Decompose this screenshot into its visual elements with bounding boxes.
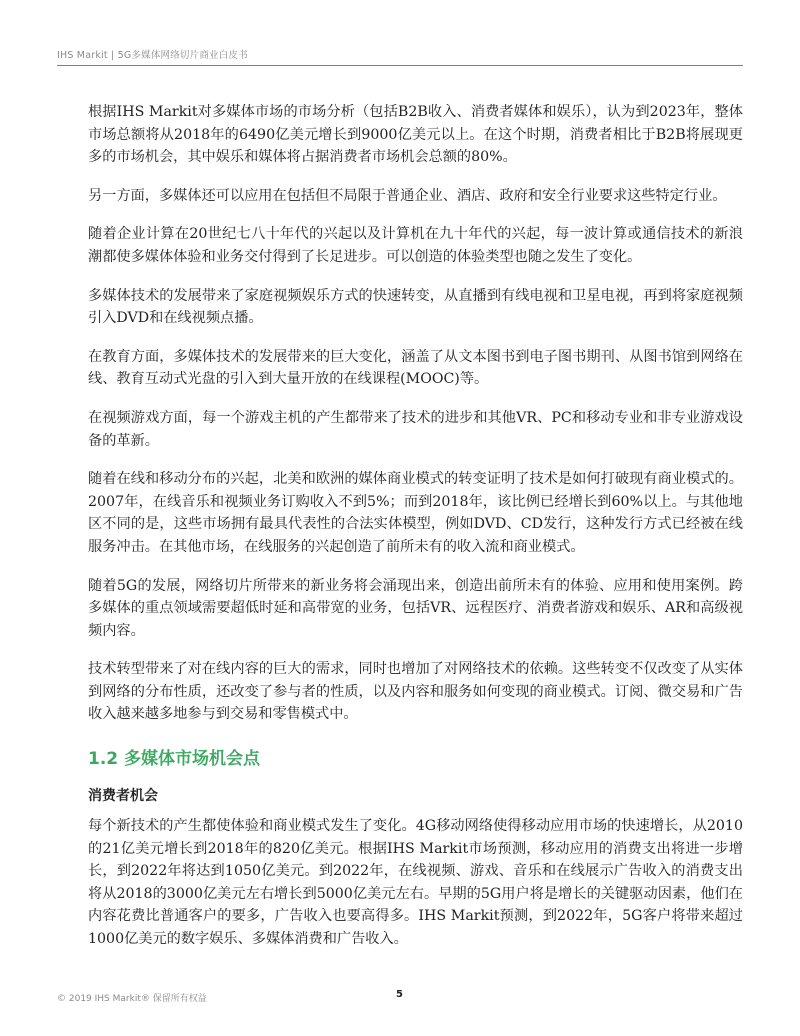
paragraph-3: 随着企业计算在20世纪七八十年代的兴起以及计算机在九十年代的兴起，每一波计算或通信技术的新浪潮都使多媒体体验和业务交付得到了长足进步。可以创造的体验类型也随之发生了变化。	[88, 226, 743, 265]
footer-copyright: © 2019 IHS Markit® 保留所有权益	[57, 994, 207, 1004]
paragraph-2: 另一方面，多媒体还可以应用在包括但不局限于普通企业、酒店、政府和安全行业要求这些特定行业。	[88, 187, 727, 204]
page-content	[88, 101, 743, 967]
paragraph-1: 根据IHS Markit对多媒体市场的市场分析（包括B2B收入、消费者媒体和娱乐），认为到2023年，整体市场总额将从2018年的6490亿美元增长到9000亿美元以上。在这个时期，消费者相比于B2B将展现更多的市场机会，其中娱乐和媒体将占据消费者市场机会总额的80%。	[88, 104, 743, 166]
paragraph-8: 随着5G的发展，网络切片所带来的新业务将会涌现出来，创造出前所未有的体验、应用和使用案例。跨多媒体的重点领域需要超低时延和高带宽的业务，包括VR、远程医疗、消费者游戏和娱乐、AR和高级视频内容。	[88, 577, 743, 639]
paragraph-9: 技术转型带来了对在线内容的巨大的需求，同时也增加了对网络技术的依赖。这些转变不仅改变了从实体到网络的分布性质，还改变了参与者的性质，以及内容和服务如何变现的商业模式。订阅、微交易和广告收入越来越多地参与到交易和零售模式中。	[88, 661, 743, 723]
subheading-consumer: 消费者机会	[88, 788, 158, 805]
paragraph-5: 在教育方面，多媒体技术的发展带来的巨大变化，涵盖了从文本图书到电子图书期刊、从图书馆到网络在线、教育互动式光盘的引入到大量开放的在线课程(MOOC)等。	[88, 348, 743, 388]
page-number: 5	[396, 989, 403, 1000]
section-title: 1.2 多媒体市场机会点	[88, 749, 261, 770]
paragraph-7: 随着在线和移动分布的兴起，北美和欧洲的媒体商业模式的转变证明了技术是如何打破现有商业模式的。2007年，在线音乐和视频业务订购收入不到5%；而到2018年，该比例已经增长到60%以上。与其他地区不同的是，这些市场拥有最具代表性的合法实体模型，例如DVD、CD发行，这种发行方式已经被在线服务冲击。在其他市场，在线服务的兴起创造了前所未有的收入流和商业模式。	[88, 471, 743, 555]
paragraph-4: 多媒体技术的发展带来了家庭视频娱乐方式的快速转变，从直播到有线电视和卫星电视，再到将家庭视频引入DVD和在线视频点播。	[88, 287, 743, 327]
running-header: IHS Markit | 5G多媒体网络切片商业白皮书	[57, 50, 248, 61]
paragraph-consumer: 每个新技术的产生都使体验和商业模式发生了变化。4G移动网络使得移动应用市场的快速增长，从2010的21亿美元增长到2018年的820亿美元。根据IHS Markit市场预测，移动应用的消费支出将进一步增长，到2022年将达到1050亿美元。到2022年，在线视频、游戏、音乐和在线展示广告收入的消费支出将从2018的3000亿美元左右增长到5000亿美元左右。早期的5G用户将是增长的关键驱动因素，他们在内容花费比普通客户的要多，广告收入也要高得多。IHS Markit预测，到2022年，5G客户将带来超过1000亿美元的数字娱乐、多媒体消费和广告收入。	[88, 818, 743, 948]
header-divider	[57, 65, 743, 66]
paragraph-6: 在视频游戏方面，每一个游戏主机的产生都带来了技术的进步和其他VR、PC和移动专业和非专业游戏设备的革新。	[88, 409, 743, 449]
